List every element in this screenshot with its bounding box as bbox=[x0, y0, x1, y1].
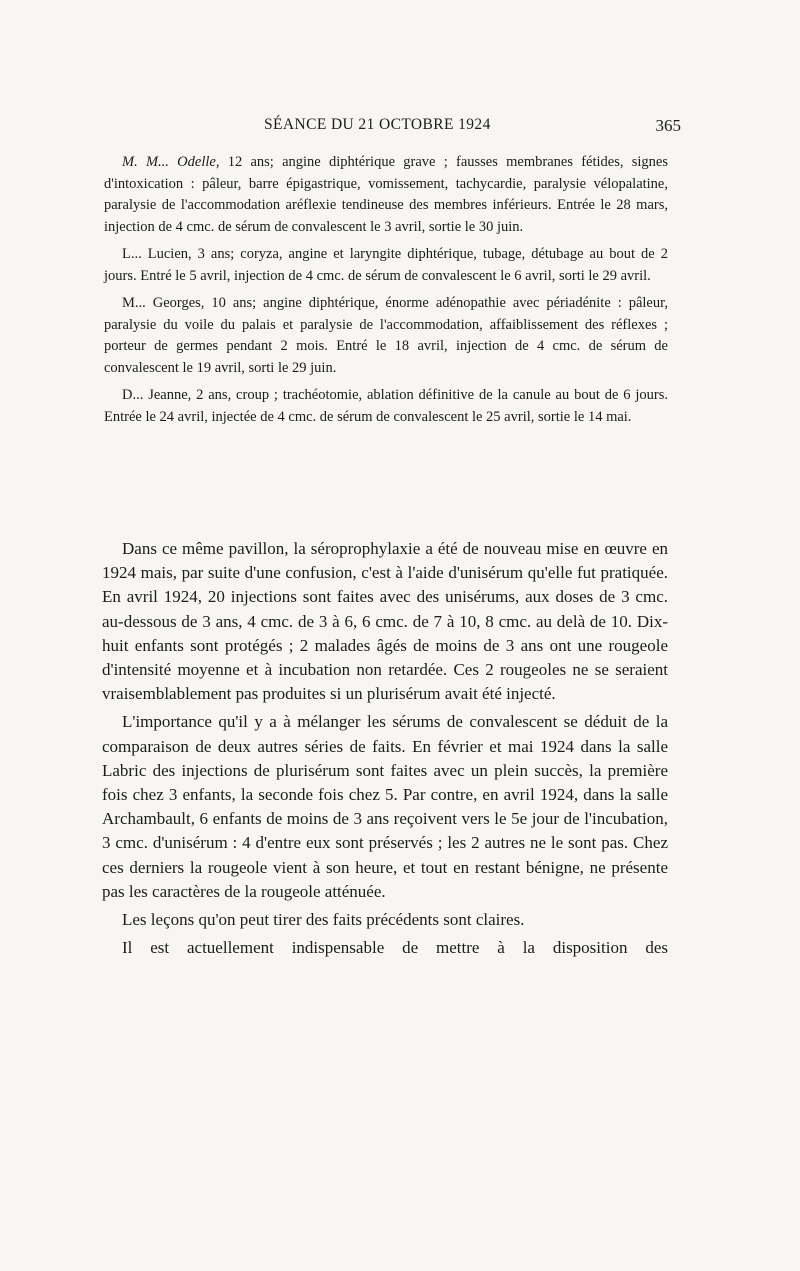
patient-name: M. M... Odelle, bbox=[122, 154, 220, 170]
case-note bbox=[104, 244, 668, 287]
case-text: L... Lucien, 3 ans; coryza, angine et laryngite diphtérique, tubage, détubage au bout de 2 jours. Entré le 5 avril, injection de 4 cmc. de sérum de convalescent le 6 avril, sorti le 29 avril. bbox=[104, 246, 668, 284]
case-text: M... Georges, 10 ans; angine diphtérique, énorme adénopathie avec périadénite : pâleur, paralysie du voile du palais et paralysie de l'accommodation, affaiblissement des réflexes ; porteur de germes pendant 2 mois. Entré le 18 avril, injection de 4 cmc. de sérum de convalescent le 19 avril, sorti le 29 juin. bbox=[104, 295, 668, 376]
body-paragraph: Dans ce même pavillon, la séroprophylaxie a été de nouveau mise en œuvre en 1924 mais, par suite d'une confusion, c'est à l'aide d'unisérum qu'elle fut pratiquée. En avril 1924, 20 injections sont faites avec des unisérums, aux doses de 3 cmc. au-dessous de 3 ans, 4 cmc. de 3 à 6, 6 cmc. de 7 à 10, 8 cmc. au delà de 10. Dix-huit enfants sont protégés ; 2 malades âgés de moins de 3 ans ont une rougeole d'intensité moyenne et à incubation non retardée. Ces 2 rougeoles ne se seraient vraisemblablement pas produites si un plurisérum avait été injecté. bbox=[102, 539, 668, 704]
case-notes bbox=[104, 152, 668, 434]
page-number: 365 bbox=[655, 116, 681, 135]
case-text: D... Jeanne, 2 ans, croup ; trachéotomie, ablation définitive de la canule au bout de 6 jours. Entrée le 24 avril, injectée de 4 cmc. de sérum de convalescent le 25 avril, sortie le 14 mai. bbox=[104, 387, 668, 425]
body-paragraph: L'importance qu'il y a à mélanger les sérums de convalescent se déduit de la comparaison de deux autres séries de faits. En février et mai 1924 dans la salle Labric des injections de plurisérum sont faites avec un plein succès, la première fois chez 3 enfants, la seconde fois chez 5. Par contre, en avril 1924, dans la salle Archambault, 6 enfants de moins de 3 ans reçoivent vers le 5e jour de l'incubation, 3 cmc. d'unisérum : 4 d'entre eux sont préservés ; les 2 autres ne le sont pas. Chez ces derniers la rougeole vient à son heure, et tout en restant bénigne, ne présente pas les caractères de la rougeole atténuée. bbox=[102, 712, 668, 901]
body-paragraph: Il est actuellement indispensable de mettre à la disposition des bbox=[122, 938, 668, 958]
running-head: SÉANCE DU 21 OCTOBRE 1924 bbox=[264, 116, 491, 133]
page-header bbox=[116, 116, 681, 140]
case-note bbox=[104, 152, 668, 238]
body-paragraph: Les leçons qu'on peut tirer des faits précédents sont claires. bbox=[122, 910, 525, 930]
case-text: 12 ans; angine diphtérique grave ; fausses membranes fétides, signes d'intoxication : pâleur, barre épigastrique, vomissement, tachycardie, paralysie vélopalatine, paralysie de l'accommodation aréflexie tendineuse des membres inférieurs. Entrée le 28 mars, injection de 4 cmc. de sérum de convalescent le 3 avril, sortie le 30 juin. bbox=[104, 154, 669, 235]
case-note bbox=[104, 293, 668, 379]
case-note bbox=[104, 385, 668, 428]
main-text bbox=[102, 537, 668, 964]
